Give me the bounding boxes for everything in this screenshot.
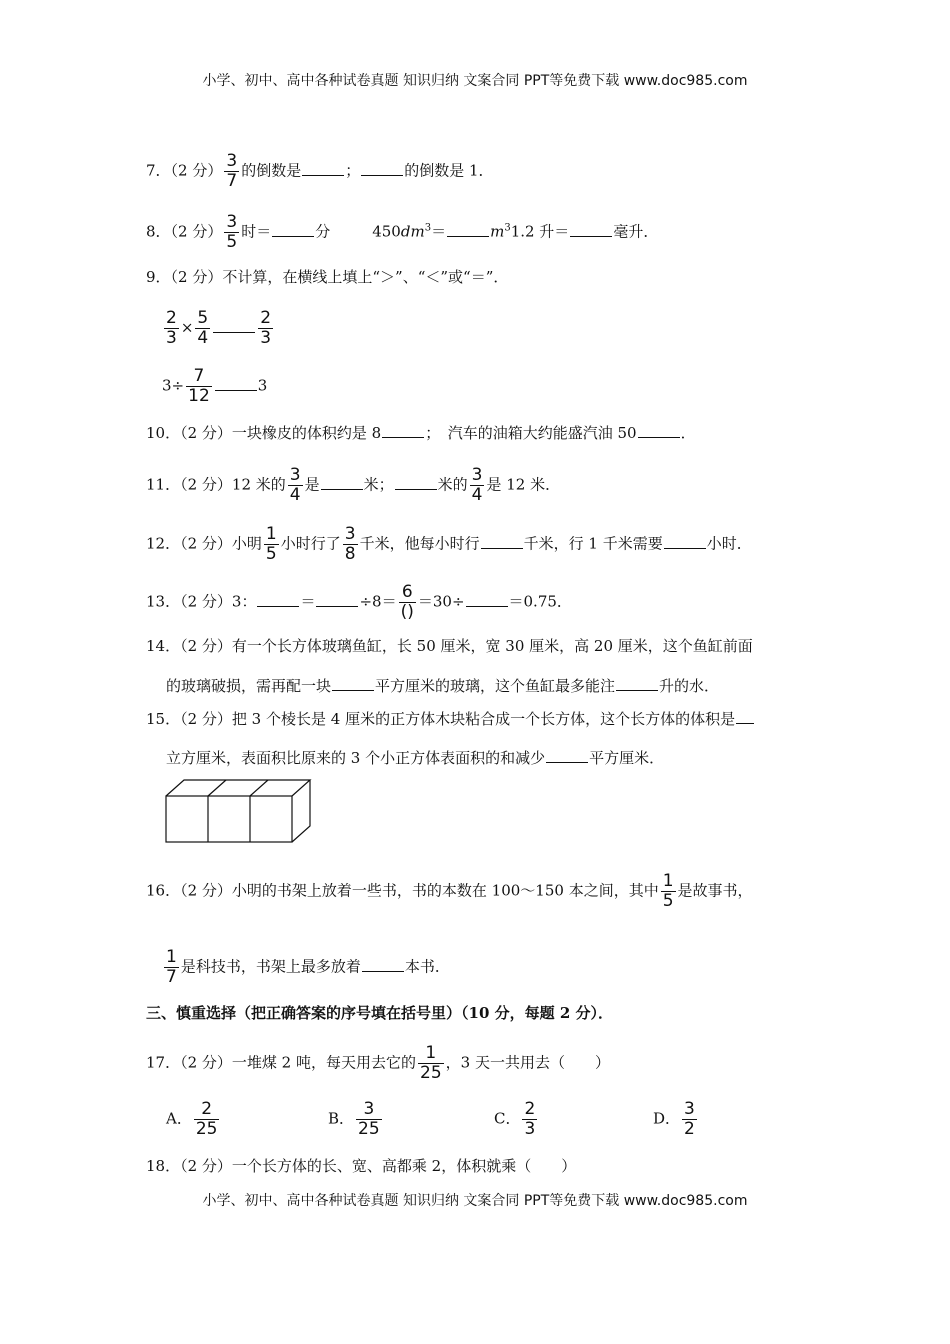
answer-blank[interactable] bbox=[616, 676, 658, 691]
answer-blank[interactable] bbox=[332, 676, 374, 691]
q15-text2: 立方厘米，表面积比原来的 3 个小正方体表面积的和减少 bbox=[166, 749, 546, 767]
q14-score: （2 分） bbox=[180, 637, 232, 655]
q18-text: 一个长方体的长、宽、高都乘 2，体积就乘（ ） bbox=[231, 1157, 577, 1175]
q9-b-prefix: 3÷ bbox=[162, 376, 185, 395]
q9-number: 9． bbox=[146, 268, 171, 286]
q10-text3: ． bbox=[680, 424, 696, 442]
option-label: D． bbox=[653, 1109, 681, 1128]
q16-text2: 是故事书， bbox=[677, 881, 753, 900]
fraction: $\frac{2}{3}$ bbox=[524, 1099, 536, 1139]
q8-text4: ＝ bbox=[431, 222, 447, 241]
question-14-line2 bbox=[166, 676, 719, 696]
q7-score: （2 分） bbox=[170, 161, 223, 180]
q9-expr-a bbox=[162, 309, 275, 348]
q18-score: （2 分） bbox=[180, 1157, 232, 1175]
answer-blank[interactable] bbox=[546, 748, 588, 763]
q9-text: 不计算，在横线上填上“＞”、“＜”或“＝”． bbox=[222, 268, 509, 286]
question-7 bbox=[146, 152, 494, 191]
question-18 bbox=[146, 1156, 576, 1176]
option-c[interactable] bbox=[494, 1100, 539, 1139]
fraction: $\frac{3}{7}$ bbox=[226, 151, 238, 191]
q12-score: （2 分） bbox=[180, 534, 232, 553]
fraction: $\frac{2}{3}$ bbox=[260, 308, 272, 348]
fraction: $\frac{7}{12}$ bbox=[188, 366, 210, 406]
q13-number: 13． bbox=[146, 592, 181, 611]
q10-number: 10． bbox=[146, 424, 181, 442]
q15-number: 15． bbox=[146, 710, 181, 728]
fraction: $\frac{3}{8}$ bbox=[344, 524, 356, 564]
q10-score: （2 分） bbox=[180, 424, 232, 442]
prism-side bbox=[292, 780, 310, 842]
q12-text2: 小时行了 bbox=[280, 534, 341, 553]
fraction: $\frac{1}{5}$ bbox=[265, 524, 277, 564]
fraction: $\frac{1}{5}$ bbox=[662, 871, 674, 911]
q11-text2: 是 bbox=[304, 475, 320, 494]
q16-text: 小明的书架上放着一些书，书的本数在 100～150 本之间，其中 bbox=[231, 881, 659, 900]
answer-blank[interactable] bbox=[272, 222, 314, 237]
answer-blank[interactable] bbox=[638, 423, 680, 438]
answer-blank[interactable] bbox=[447, 222, 489, 237]
question-11 bbox=[146, 466, 560, 505]
times-sign: × bbox=[180, 318, 194, 337]
answer-blank[interactable] bbox=[213, 318, 255, 333]
question-15 bbox=[146, 709, 755, 729]
question-16 bbox=[146, 872, 753, 911]
option-label: A． bbox=[166, 1109, 192, 1128]
answer-blank[interactable] bbox=[570, 222, 612, 237]
q9-score: （2 分） bbox=[170, 268, 223, 286]
q9-b-suffix: 3 bbox=[257, 376, 268, 395]
q11-score: （2 分） bbox=[180, 475, 232, 494]
question-12 bbox=[146, 525, 752, 564]
answer-blank[interactable] bbox=[664, 534, 706, 549]
q8-text5: 1.2 升＝ bbox=[510, 222, 570, 241]
question-14 bbox=[146, 636, 753, 656]
q8-text: 时＝ bbox=[241, 222, 272, 241]
q10-text2: ； 汽车的油箱大约能盛汽油 50 bbox=[425, 424, 637, 442]
q8-text2: 分 bbox=[315, 222, 331, 241]
q12-text3: 千米，他每小时行 bbox=[359, 534, 480, 553]
fraction: $\frac{3}{5}$ bbox=[226, 212, 238, 252]
answer-blank[interactable] bbox=[257, 592, 299, 607]
q13-text4: ＝30÷ bbox=[417, 592, 465, 611]
q8-exponent: 3 bbox=[424, 222, 432, 234]
q8-text3: 450 bbox=[372, 222, 401, 241]
fraction: $\frac{3}{25}$ bbox=[358, 1099, 380, 1139]
fraction: $\frac{1}{25}$ bbox=[420, 1043, 442, 1083]
q14-text3: 平方厘米的玻璃，这个鱼缸最多能注 bbox=[375, 677, 616, 695]
answer-blank[interactable] bbox=[362, 957, 404, 972]
prism-top bbox=[166, 780, 310, 796]
q12-text4: 千米，行 1 千米需要 bbox=[523, 534, 663, 553]
cube-edge bbox=[208, 780, 226, 796]
q8-number: 8． bbox=[146, 222, 171, 241]
page-header: 小学、初中、高中各种试卷真题 知识归纳 文案合同 PPT等免费下载 www.doc985.com bbox=[202, 73, 748, 89]
question-16-line2 bbox=[162, 948, 450, 987]
q14-number: 14． bbox=[146, 637, 181, 655]
q13-text2: ＝ bbox=[300, 592, 316, 611]
fraction: $\frac{2}{3}$ bbox=[166, 308, 177, 348]
option-d[interactable] bbox=[653, 1100, 699, 1139]
q11-text: 12 米的 bbox=[231, 475, 286, 494]
section-3-title: 三、慎重选择（把正确答案的序号填在括号里）（10 分，每题 2 分）． bbox=[146, 1004, 613, 1022]
q18-number: 18． bbox=[146, 1157, 181, 1175]
q8-unit: dm bbox=[400, 222, 425, 241]
q14-text2: 的玻璃破损，需再配一块 bbox=[166, 677, 332, 695]
answer-blank[interactable] bbox=[215, 376, 257, 391]
q17-text: 一堆煤 2 吨，每天用去它的 bbox=[231, 1053, 416, 1072]
q16-text4: 本书． bbox=[404, 957, 450, 976]
fraction: $\frac{3}{4}$ bbox=[471, 465, 483, 505]
q14-text4: 升的水． bbox=[659, 677, 720, 695]
q10-text: 一块橡皮的体积约是 8 bbox=[231, 424, 382, 442]
question-9 bbox=[146, 267, 508, 287]
answer-blank[interactable] bbox=[361, 161, 403, 176]
q12-text5: 小时． bbox=[706, 534, 752, 553]
q11-text3: 米； bbox=[363, 475, 394, 494]
option-a[interactable] bbox=[166, 1100, 221, 1139]
q13-score: （2 分） bbox=[180, 592, 232, 611]
question-13 bbox=[146, 583, 572, 622]
q15-text3: 平方厘米． bbox=[589, 749, 665, 767]
answer-blank[interactable] bbox=[481, 534, 523, 549]
q16-number: 16． bbox=[146, 881, 181, 900]
q14-text: 有一个长方体玻璃鱼缸，长 50 厘米，宽 30 厘米，高 20 厘米，这个鱼缸前面 bbox=[231, 637, 753, 655]
fraction: $\frac{1}{7}$ bbox=[166, 947, 177, 987]
q13-text3: ÷8＝ bbox=[359, 592, 397, 611]
q13-text: 3： bbox=[231, 592, 257, 611]
q16-score: （2 分） bbox=[180, 881, 232, 900]
answer-blank[interactable] bbox=[382, 423, 424, 438]
q7-number: 7． bbox=[146, 161, 171, 180]
q11-text5: 是 12 米． bbox=[486, 475, 561, 494]
q8-text6: 毫升． bbox=[613, 222, 659, 241]
q11-number: 11． bbox=[146, 475, 181, 494]
fraction: 6 () bbox=[400, 582, 414, 622]
three-cubes-figure bbox=[164, 778, 324, 848]
answer-blank[interactable] bbox=[466, 592, 508, 607]
q8-exponent2: 3 bbox=[504, 222, 511, 234]
q12-number: 12． bbox=[146, 534, 181, 553]
q7-text3: 的倒数是 1． bbox=[404, 161, 494, 180]
fraction: $\frac{3}{2}$ bbox=[684, 1099, 695, 1139]
q16-text3: 是科技书，书架上最多放着 bbox=[180, 957, 361, 976]
question-8 bbox=[146, 213, 658, 252]
q8-unit2: m bbox=[490, 222, 505, 241]
answer-blank[interactable] bbox=[736, 709, 754, 724]
answer-blank[interactable] bbox=[316, 592, 358, 607]
q17-score: （2 分） bbox=[180, 1053, 232, 1072]
question-17 bbox=[146, 1044, 610, 1083]
q12-text: 小明 bbox=[231, 534, 262, 553]
option-label: B． bbox=[328, 1109, 355, 1128]
answer-blank[interactable] bbox=[321, 475, 363, 490]
page-footer: 小学、初中、高中各种试卷真题 知识归纳 文案合同 PPT等免费下载 www.doc985.com bbox=[202, 1193, 748, 1209]
option-label: C． bbox=[494, 1109, 521, 1128]
question-10 bbox=[146, 423, 696, 443]
answer-blank[interactable] bbox=[302, 161, 344, 176]
q9-expr-b bbox=[162, 367, 267, 406]
answer-blank[interactable] bbox=[395, 475, 437, 490]
q15-score: （2 分） bbox=[180, 710, 232, 728]
cube-edge bbox=[250, 780, 268, 796]
q11-text4: 米的 bbox=[437, 475, 468, 494]
prism-front bbox=[166, 796, 292, 842]
fraction: $\frac{5}{4}$ bbox=[197, 308, 209, 348]
question-15-line2 bbox=[166, 748, 664, 768]
q7-text: 的倒数是 bbox=[241, 161, 302, 180]
q8-score: （2 分） bbox=[170, 222, 223, 241]
fraction: $\frac{2}{25}$ bbox=[195, 1099, 218, 1139]
q17-text2: ，3 天一共用去（ ） bbox=[445, 1053, 610, 1072]
q13-text5: ＝0.75． bbox=[508, 592, 572, 611]
q17-number: 17． bbox=[146, 1053, 181, 1072]
fraction: $\frac{3}{4}$ bbox=[289, 465, 301, 505]
option-b[interactable] bbox=[328, 1100, 384, 1139]
q15-text: 把 3 个棱长是 4 厘米的正方体木块粘合成一个长方体，这个长方体的体积是 bbox=[231, 710, 736, 728]
q7-text2: ； bbox=[345, 161, 361, 180]
